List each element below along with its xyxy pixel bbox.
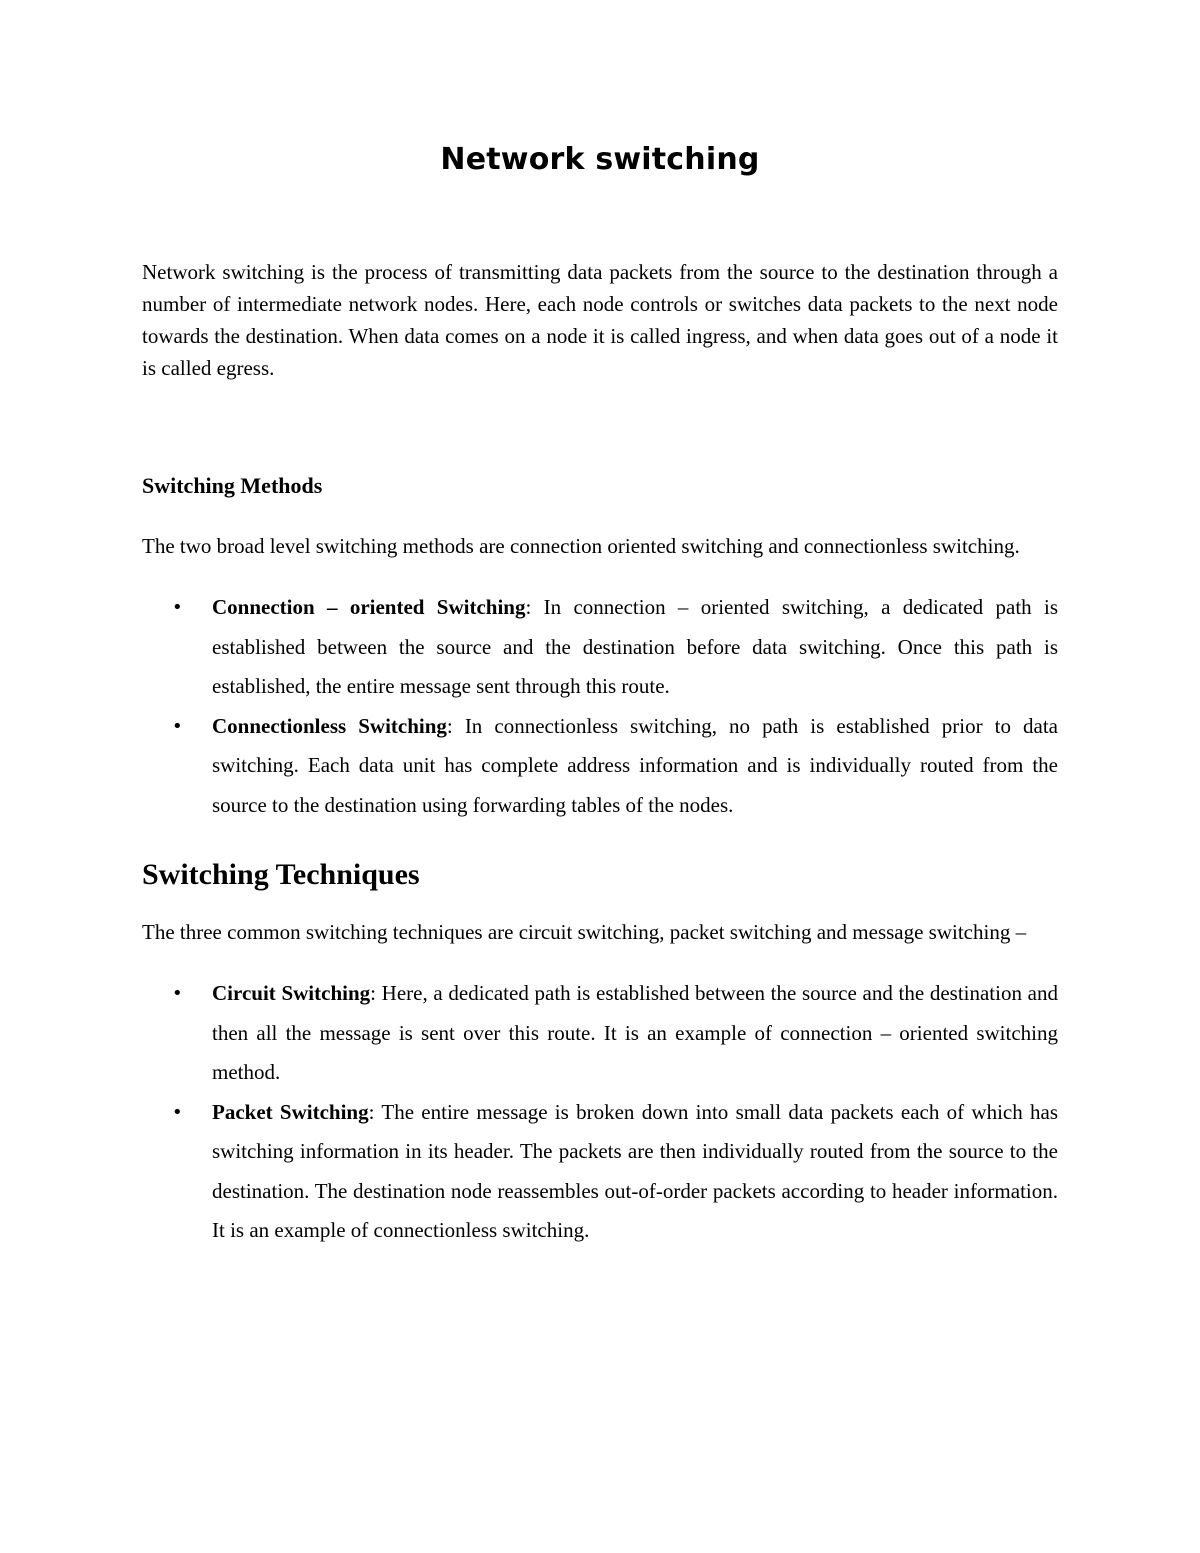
list-item-term: Circuit Switching <box>212 981 371 1005</box>
list-item-term: Connection – oriented Switching <box>212 595 526 619</box>
bullet-icon: • <box>172 597 183 618</box>
bullet-icon: • <box>172 983 183 1004</box>
list-item-term: Packet Switching <box>212 1099 369 1124</box>
bullet-icon: • <box>172 1101 183 1123</box>
page-title: Network switching <box>440 142 760 177</box>
bullet-icon: • <box>172 715 183 737</box>
list-item-packet-switching <box>142 1093 1058 1251</box>
list-item-connectionless <box>142 707 1058 826</box>
switching-methods-heading: Switching Methods <box>142 473 323 498</box>
switching-techniques-list <box>142 974 1058 1251</box>
intro-paragraph: Network switching is the process of transmitting data packets from the source to the destination through a number of intermediate network nodes. Here, each node controls or switches data packets to the next node towards the destination. When data comes on a node it is called ingress, and when data goes out of a node it is called egress. <box>142 260 1058 380</box>
switching-methods-list <box>142 588 1058 825</box>
list-item-text: : The entire message is broken down into small data packets each of which has switching information in its header. The packets are then individually routed from the source to the destination. The destination node reassembles out-of-order packets according to header information. It is an example of connectionless switching. <box>212 1099 1059 1242</box>
switching-techniques-heading: Switching Techniques <box>142 858 420 891</box>
list-item-text: : Here, a dedicated path is established between the source and the destination and then all the message is sent over this route. It is an example of connection – oriented switching method. <box>212 981 1058 1084</box>
list-item-text: : In connection – oriented switching, a dedicated path is established between the source and the destination before data switching. Once this path is established, the entire message sent through this route. <box>212 595 1058 698</box>
switching-techniques-paragraph: The three common switching techniques are circuit switching, packet switching and message switching – <box>142 920 1027 944</box>
list-item-term: Connectionless Switching <box>212 713 447 738</box>
switching-methods-paragraph: The two broad level switching methods are connection oriented switching and connectionless switching. <box>142 534 1020 558</box>
list-item-connection-oriented <box>142 588 1058 707</box>
list-item-circuit-switching <box>142 974 1058 1093</box>
list-item-text: : In connectionless switching, no path is established prior to data switching. Each data unit has complete address information and is individually routed from the source to the destination using forwarding tables of the nodes. <box>212 713 1058 817</box>
document-body <box>142 138 1058 1251</box>
